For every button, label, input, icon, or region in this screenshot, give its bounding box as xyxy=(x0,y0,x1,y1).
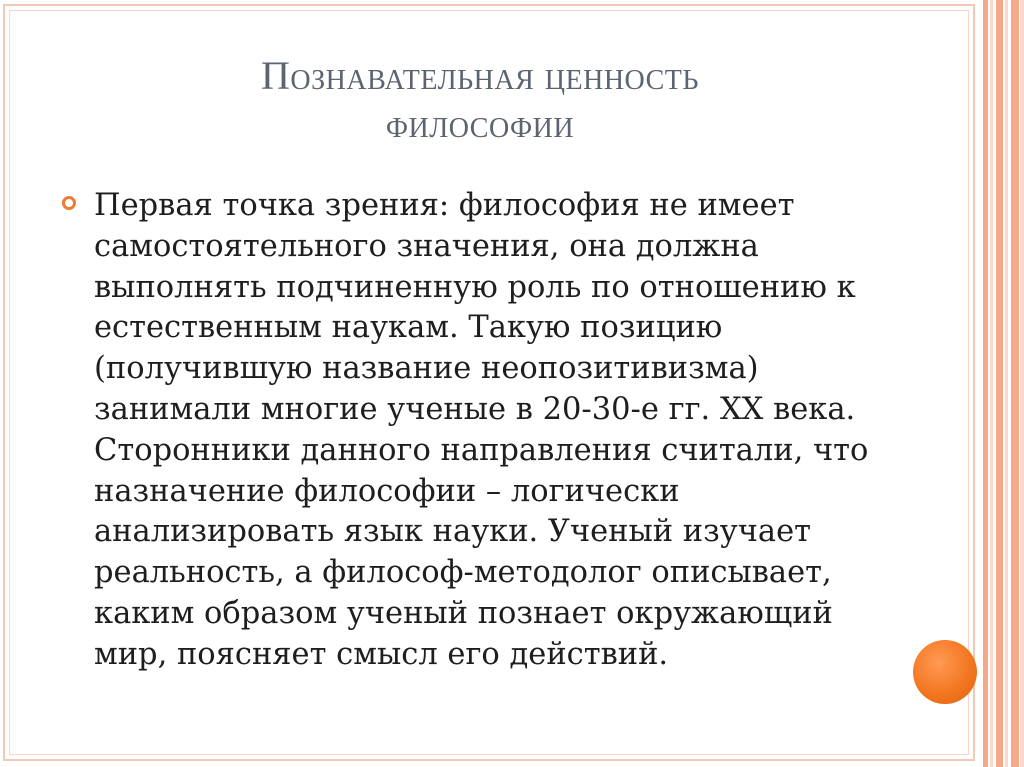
ring-bullet-icon xyxy=(62,196,76,210)
orange-circle-decoration xyxy=(913,640,977,704)
right-stripe-6 xyxy=(1020,0,1024,767)
right-stripe-3 xyxy=(996,0,1003,767)
slide-title-line2: философии xyxy=(385,101,575,146)
right-stripe-2 xyxy=(990,0,993,767)
bullet-text: Первая точка зрения: философия не имеет самостоятельного значения, она должна выполнять подчиненную роль по отношению к естественным наукам. Такую позицию (получившую название неопозитивизма) занимали многие ученые в 20-30-е гг. XX века. Сторонники данного направления считали, что назначение философии – логически анализировать язык науки. Ученый изучает реальность, а философ-методолог описывает, каким образом ученый познает окружающий мир, поясняет смысл его действий. xyxy=(94,188,869,672)
right-stripe-1 xyxy=(983,0,988,767)
right-stripe-5 xyxy=(1011,0,1019,767)
right-stripe-4 xyxy=(1005,0,1008,767)
slide-title-line1: Познавательная ценность xyxy=(261,53,699,98)
